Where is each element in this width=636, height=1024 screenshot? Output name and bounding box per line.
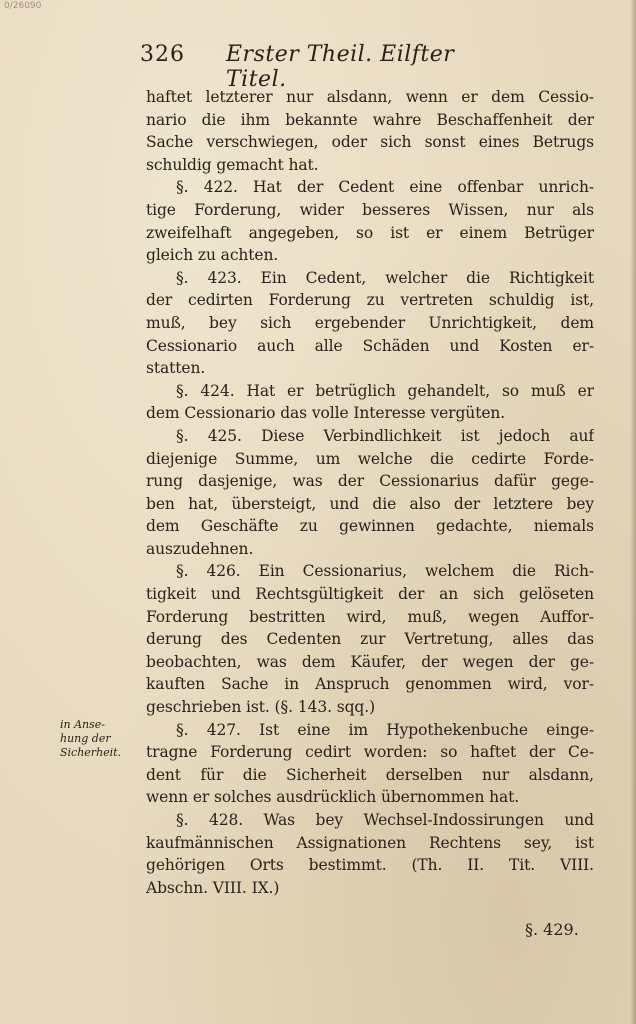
text-line: §. 423. Ein Cedent, welcher die Richtigkeit xyxy=(176,268,594,287)
text-line: dent für die Sicherheit derselben nur alsdann, xyxy=(146,765,594,784)
text-line: nario die ihm bekannte wahre Beschaffenheit der xyxy=(146,110,594,129)
text-line: geschrieben ist. (§. 143. sqq.) xyxy=(146,698,376,717)
text-line: schuldig gemacht hat. xyxy=(146,155,319,174)
margin-note xyxy=(60,718,146,760)
page-header xyxy=(140,42,520,92)
text-line: §. 428. Was bey Wechsel-Indossirungen und xyxy=(176,811,594,829)
body-text xyxy=(146,86,594,899)
text-line: ben hat, übersteigt, und die also der letztere bey xyxy=(146,494,594,513)
margin-note-line: Sicherheit. xyxy=(60,746,122,759)
catchword: §. 429. xyxy=(525,920,579,939)
page-number: 326 xyxy=(140,42,185,67)
text-line: muß, bey sich ergebender Unrichtigkeit, dem xyxy=(146,313,594,332)
text-line: zweifelhaft angegeben, so ist er einem Betrüger xyxy=(146,223,594,242)
text-line: dem Geschäfte zu gewinnen gedachte, niemals xyxy=(146,517,594,536)
text-line: statten. xyxy=(146,359,206,378)
text-line: Forderung bestritten wird, muß, wegen Auffor- xyxy=(146,607,594,626)
text-line: Sache verschwiegen, oder sich sonst eines Betrugs xyxy=(146,133,594,152)
page-edge-shadow xyxy=(630,0,636,1024)
text-line: diejenige Summe, um welche die cedirte Forde- xyxy=(146,449,594,468)
text-line: kauften Sache in Anspruch genommen wird, vor- xyxy=(146,675,594,694)
page-id-fragment: 0/26090 xyxy=(4,1,42,11)
text-line: §. 424. Hat er betrüglich gehandelt, so muß er xyxy=(176,381,594,400)
text-line: Abschn. VIII. IX.) xyxy=(146,878,280,897)
text-line: beobachten, was dem Käufer, der wegen der ge- xyxy=(146,652,594,671)
text-line: §. 425. Diese Verbindlichkeit ist jedoch auf xyxy=(176,426,594,445)
text-line: §. 426. Ein Cessionarius, welchem die Rich- xyxy=(176,562,594,581)
margin-note-line: in Anse- xyxy=(60,718,105,731)
text-line: der cedirten Forderung zu vertreten schuldig ist, xyxy=(146,291,594,310)
text-line: tragne Forderung cedirt worden: so haftet der Ce- xyxy=(146,743,594,762)
text-line: derung des Cedenten zur Vertretung, alles das xyxy=(146,630,594,649)
text-line: Cessionario auch alle Schäden und Kosten er- xyxy=(146,336,594,355)
text-line: gleich zu achten. xyxy=(146,246,279,265)
text-line: rung dasjenige, was der Cessionarius dafür gege- xyxy=(146,472,594,491)
text-line: tige Forderung, wider besseres Wissen, nur als xyxy=(146,200,594,219)
text-line: gehörigen Orts bestimmt. (Th. II. Tit. VIII. xyxy=(146,856,594,875)
text-line: wenn er solches ausdrücklich übernommen hat. xyxy=(146,788,520,807)
running-title: Erster Theil. Eilfter Titel. xyxy=(226,42,455,92)
text-line: dem Cessionario das volle Interesse vergüten. xyxy=(146,404,506,423)
text-line: §. 427. Ist eine im Hypothekenbuche einge- xyxy=(176,720,594,739)
text-line: kaufmännischen Assignationen Rechtens sey, ist xyxy=(146,833,594,852)
text-line: auszudehnen. xyxy=(146,539,254,558)
margin-note-line: hung der xyxy=(60,732,111,745)
text-line: tigkeit und Rechtsgültigkeit der an sich gelöseten xyxy=(146,585,594,604)
text-line: §. 422. Hat der Cedent eine offenbar unrich- xyxy=(176,178,594,197)
text-line: haftet letzterer nur alsdann, wenn er dem Cessio- xyxy=(146,88,594,106)
